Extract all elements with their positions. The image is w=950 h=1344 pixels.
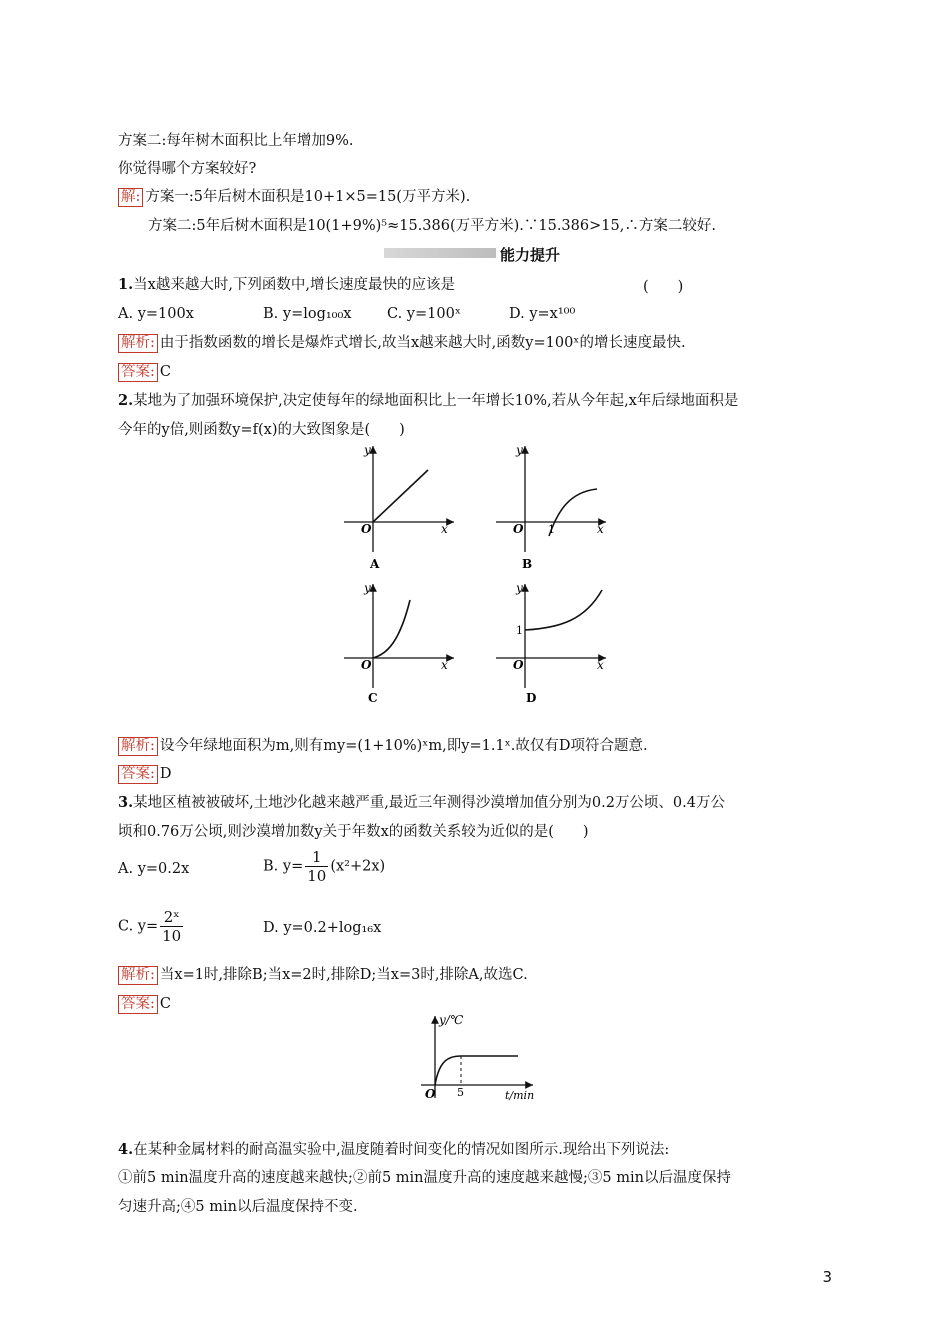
graph-d-origin: O	[513, 658, 524, 672]
q2-stem-1	[118, 391, 738, 411]
page-number: 3	[822, 1268, 832, 1286]
q1-answer	[118, 362, 171, 382]
q3-option-b-prefix: B. y=	[263, 858, 304, 875]
q1-analysis	[118, 333, 686, 353]
q3-option-b-suffix: (x²+2x)	[330, 858, 386, 875]
temp-origin: O	[425, 1087, 436, 1101]
q3-option-d: D. y=0.2+log₁₆x	[263, 920, 382, 936]
q1-option-b: B. y=log₁₀₀x	[263, 306, 352, 322]
graph-b-tick: 1	[548, 523, 555, 536]
temp-curve-rise	[435, 1056, 461, 1085]
q3-option-b-numerator: 1	[305, 848, 328, 867]
solution-line-2: 方案二:5年后树木面积是10(1+9%)⁵≈15.386(万平方米).∵15.386>15,∴方案二较好.	[148, 218, 716, 234]
q3-analysis-tag: 解析:	[118, 966, 158, 985]
q4-text-1: 在某种金属材料的耐高温实验中,温度随着时间变化的情况如图所示.现给出下列说法:	[133, 1142, 670, 1158]
q2-number: 2.	[118, 392, 134, 409]
q2-analysis	[118, 736, 648, 756]
solution-tag: 解:	[118, 188, 143, 207]
q1-option-a: A. y=100x	[118, 306, 194, 322]
graph-c-y-label: y	[364, 581, 371, 595]
q3-answer-tag: 答案:	[118, 995, 158, 1014]
solution-line-1	[118, 187, 470, 207]
graph-b-x-label: x	[597, 522, 604, 536]
q2-analysis-text: 设今年绿地面积为m,则有my=(1+10%)ˣm,即y=1.1ˣ.故仅有D项符合题意.	[159, 738, 648, 754]
q2-graphs	[330, 440, 620, 710]
q3-option-a: A. y=0.2x	[118, 861, 190, 877]
section-title: 能力提升	[500, 246, 561, 264]
plan2-text: 方案二:每年树木面积比上年增加9%.	[118, 133, 354, 149]
question-text: 你觉得哪个方案较好?	[118, 161, 257, 177]
q1-stem	[118, 275, 455, 295]
graph-a-label: A	[370, 557, 380, 571]
q3-option-c-numerator: 2ˣ	[160, 908, 183, 927]
q3-option-c	[118, 908, 185, 945]
q3-number: 3.	[118, 794, 134, 811]
graph-b-y-label: y	[516, 443, 523, 457]
q1-text: 当x越来越大时,下列函数中,增长速度最快的应该是	[133, 277, 456, 293]
graph-c-x-label: x	[441, 658, 448, 672]
q3-option-b	[263, 848, 385, 885]
graph-b	[496, 443, 606, 571]
q2-answer-tag: 答案:	[118, 765, 158, 784]
temp-tick-5: 5	[457, 1086, 464, 1099]
graph-b-curve	[549, 489, 597, 536]
q3-stem-1	[118, 793, 725, 813]
q3-option-c-denominator: 10	[162, 927, 182, 945]
q2-answer-value: D	[159, 766, 172, 782]
q1-option-d: D. y=x¹⁰⁰	[509, 306, 576, 322]
graph-c-label: C	[368, 691, 378, 705]
q2-analysis-tag: 解析:	[118, 737, 158, 756]
q3-option-c-prefix: C. y=	[118, 918, 159, 935]
q2-answer	[118, 764, 172, 784]
graph-d-curve	[525, 590, 602, 630]
q4-number: 4.	[118, 1141, 134, 1158]
graph-c-curve	[373, 600, 410, 658]
temp-y-label: y/℃	[439, 1013, 464, 1027]
graph-a-y-label: y	[364, 443, 371, 457]
q3-option-b-denominator: 10	[307, 867, 327, 885]
graph-b-label: B	[522, 557, 533, 571]
q1-answer-tag: 答案:	[118, 363, 158, 382]
graph-a-curve	[373, 470, 428, 522]
graph-d-x-label: x	[597, 658, 604, 672]
graph-d	[496, 581, 606, 705]
q1-answer-value: C	[159, 364, 171, 380]
q1-analysis-tag: 解析:	[118, 334, 158, 353]
graph-a	[344, 443, 454, 571]
graph-d-label: D	[526, 691, 537, 705]
section-heading	[384, 244, 564, 266]
section-bar	[384, 248, 496, 258]
q3-answer	[118, 994, 171, 1014]
q3-option-c-fraction	[160, 908, 183, 945]
q1-paren: ( )	[643, 279, 684, 295]
graph-d-tick: 1	[516, 624, 523, 637]
q3-analysis-text: 当x=1时,排除B;当x=2时,排除D;当x=3时,排除A,故选C.	[159, 967, 528, 983]
q1-analysis-text: 由于指数函数的增长是爆炸式增长,故当x越来越大时,函数y=100ˣ的增长速度最快.	[159, 335, 686, 351]
q2-text-1: 某地为了加强环境保护,决定使每年的绿地面积比上一年增长10%,若从今年起,x年后绿地面积是	[133, 393, 739, 409]
q1-number: 1.	[118, 276, 134, 293]
q3-option-b-fraction	[305, 848, 328, 885]
graph-c	[344, 581, 454, 705]
q3-stem-2: 顷和0.76万公顷,则沙漠增加数y关于年数x的函数关系较为近似的是( )	[118, 824, 589, 840]
q4-stem-2: ①前5 min温度升高的速度越来越快;②前5 min温度升高的速度越来越慢;③5 min以后温度保持	[118, 1170, 731, 1186]
solution-text-1: 方案一:5年后树木面积是10+1×5=15(万平方米).	[145, 189, 471, 205]
q3-analysis	[118, 965, 528, 985]
q2-stem-2: 今年的y倍,则函数y=f(x)的大致图象是( )	[118, 422, 405, 438]
q3-answer-value: C	[159, 996, 171, 1012]
graph-c-origin: O	[361, 658, 372, 672]
q4-stem-3: 匀速升高;④5 min以后温度保持不变.	[118, 1199, 358, 1215]
graph-a-x-label: x	[441, 522, 448, 536]
temperature-graph	[415, 1010, 545, 1106]
q4-stem-1	[118, 1140, 669, 1160]
graph-a-origin: O	[361, 522, 372, 536]
graph-d-y-label: y	[516, 581, 523, 595]
q3-text-1: 某地区植被被破坏,土地沙化越来越严重,最近三年测得沙漠增加值分别为0.2万公顷、0.4万公	[133, 795, 725, 811]
graph-b-origin: O	[513, 522, 524, 536]
temp-x-label: t/min	[505, 1089, 535, 1102]
q1-option-c: C. y=100ˣ	[387, 306, 461, 322]
